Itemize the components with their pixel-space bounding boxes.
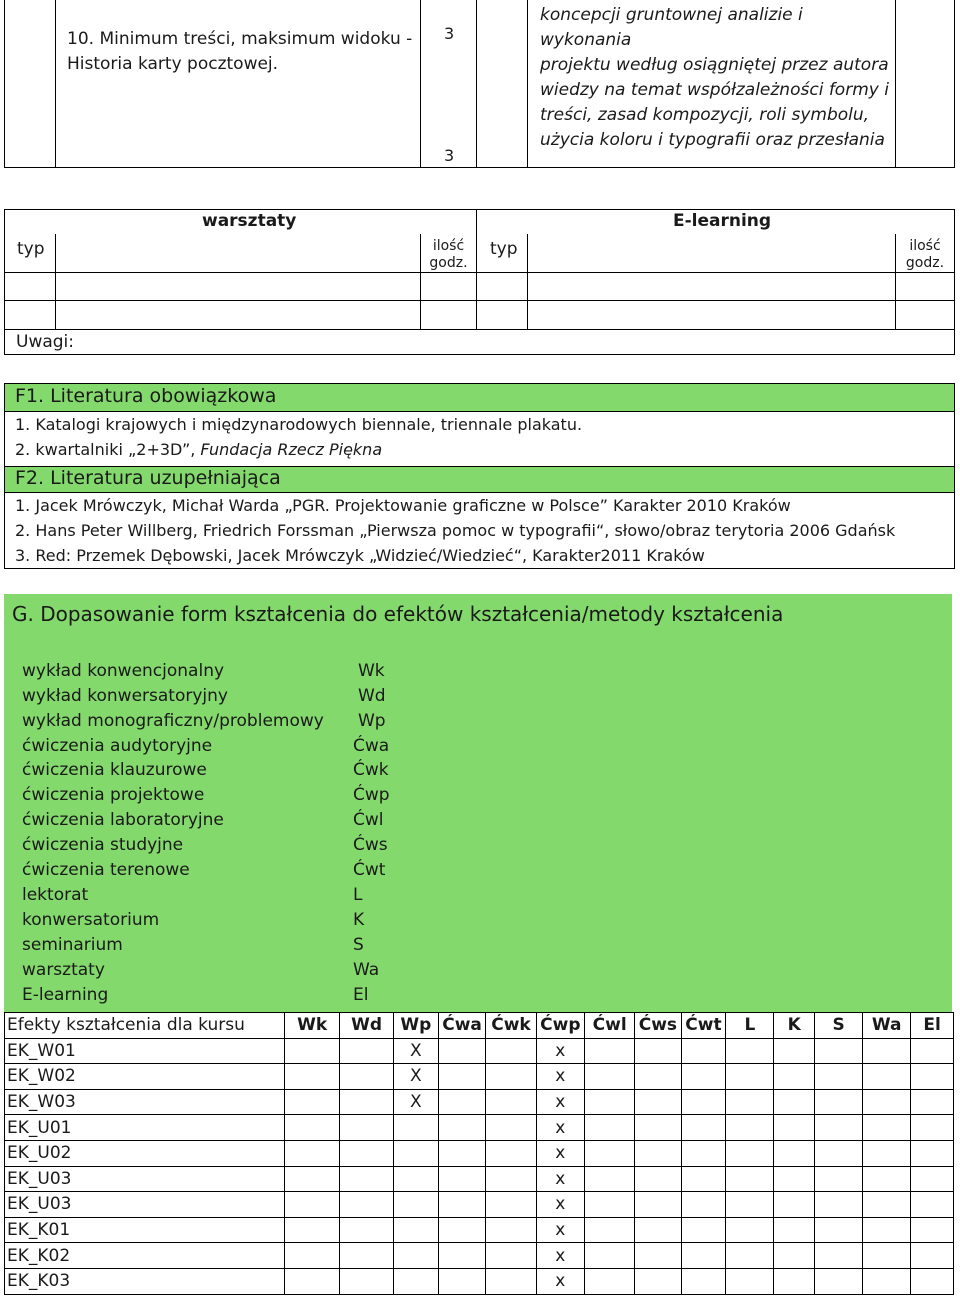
effect-mark-cell (635, 1217, 681, 1243)
effect-mark-cell (393, 1192, 438, 1218)
effect-mark-cell (635, 1243, 681, 1269)
effect-mark-cell (774, 1064, 815, 1090)
effect-mark-cell (284, 1268, 340, 1294)
effect-mark-cell (340, 1115, 393, 1141)
form-code: S (353, 935, 364, 955)
table-row (5, 1064, 954, 1090)
effect-mark-cell (911, 1115, 954, 1141)
effect-mark-cell: x (536, 1243, 584, 1269)
effect-mark-cell (486, 1268, 536, 1294)
effect-mark-cell (911, 1243, 954, 1269)
form-name: ćwiczenia laboratoryjne (22, 810, 224, 830)
effect-id: EK_W03 (5, 1089, 285, 1115)
effect-mark-cell (486, 1038, 536, 1064)
effect-mark-cell (911, 1089, 954, 1115)
effects-header-label: Efekty kształcenia dla kursu (5, 1013, 285, 1039)
effect-mark-cell (863, 1192, 911, 1218)
effect-mark-cell (726, 1038, 774, 1064)
form-name: ćwiczenia studyjne (22, 835, 184, 855)
effect-mark-cell (438, 1243, 486, 1269)
effect-mark-cell (681, 1192, 726, 1218)
form-code: Ćwp (353, 785, 390, 805)
effect-mark-cell (340, 1192, 393, 1218)
effect-mark-cell (774, 1217, 815, 1243)
effect-mark-cell (284, 1089, 340, 1115)
form-name: wykład monograficzny/problemowy (22, 711, 324, 731)
effect-mark-cell (681, 1089, 726, 1115)
elearning-header: E-learning (673, 211, 772, 231)
column-header: S (815, 1013, 863, 1039)
effect-id: EK_U02 (5, 1140, 285, 1166)
description-line: wykonania (540, 30, 632, 50)
effect-mark-cell (284, 1038, 340, 1064)
effect-mark-cell (340, 1140, 393, 1166)
effect-mark-cell (340, 1038, 393, 1064)
effect-mark-cell (681, 1166, 726, 1192)
form-code: K (353, 910, 365, 930)
effect-mark-cell (815, 1243, 863, 1269)
effect-mark-cell (438, 1166, 486, 1192)
effect-mark-cell (486, 1140, 536, 1166)
description-line: koncepcji gruntownej analizie i (540, 5, 803, 25)
effect-mark-cell (635, 1268, 681, 1294)
effect-mark-cell: x (536, 1038, 584, 1064)
table-row (5, 1217, 954, 1243)
effect-mark-cell (486, 1089, 536, 1115)
hours-value-a: 3 (444, 24, 455, 43)
form-code: Wp (358, 711, 386, 731)
effect-mark-cell (438, 1089, 486, 1115)
form-code: Ćwt (353, 860, 386, 880)
column-header: Wp (393, 1013, 438, 1039)
effect-mark-cell (486, 1115, 536, 1141)
column-header: K (774, 1013, 815, 1039)
effect-mark-cell (726, 1140, 774, 1166)
effects-table (4, 1012, 954, 1295)
effect-mark-cell (635, 1192, 681, 1218)
table-row (5, 1115, 954, 1141)
effect-mark-cell (438, 1192, 486, 1218)
section-g-heading: G. Dopasowanie form kształcenia do efektów kształcenia/metody kształcenia (12, 602, 784, 626)
effect-mark-cell (911, 1192, 954, 1218)
effect-mark-cell (681, 1217, 726, 1243)
effect-mark-cell (635, 1140, 681, 1166)
effect-mark-cell (585, 1243, 635, 1269)
effect-mark-cell (774, 1192, 815, 1218)
column-header: El (911, 1013, 954, 1039)
effect-mark-cell (284, 1192, 340, 1218)
effect-mark-cell (438, 1140, 486, 1166)
effect-mark-cell (284, 1140, 340, 1166)
effect-mark-cell (863, 1038, 911, 1064)
effect-mark-cell: x (536, 1192, 584, 1218)
effect-mark-cell (635, 1064, 681, 1090)
effect-mark-cell (340, 1268, 393, 1294)
description-line: użycia koloru i typografii oraz przesłania (540, 130, 885, 150)
effect-mark-cell (815, 1268, 863, 1294)
form-code: L (353, 885, 363, 905)
table-row (5, 1192, 954, 1218)
effect-mark-cell (681, 1115, 726, 1141)
effect-mark-cell (585, 1268, 635, 1294)
effect-mark-cell: X (393, 1038, 438, 1064)
supplementary-literature-item: 2. Hans Peter Willberg, Friedrich Forssman „Pierwsza pomoc w typografii“, słowo/obraz terytoria 2006 Gdańsk (15, 521, 896, 540)
form-name: ćwiczenia klauzurowe (22, 760, 207, 780)
effect-mark-cell (585, 1192, 635, 1218)
effect-mark-cell (815, 1089, 863, 1115)
effect-mark-cell (863, 1064, 911, 1090)
form-name: ćwiczenia audytoryjne (22, 736, 213, 756)
effect-id: EK_U01 (5, 1115, 285, 1141)
required-literature-item: 2. kwartalniki „2+3D”, Fundacja Rzecz Piękna (15, 440, 383, 459)
effect-id: EK_W01 (5, 1038, 285, 1064)
effect-mark-cell (863, 1140, 911, 1166)
type-label-elearning: typ (490, 239, 518, 259)
section-g-panel (4, 594, 952, 1012)
effect-mark-cell (340, 1089, 393, 1115)
effect-mark-cell (681, 1243, 726, 1269)
effect-mark-cell (863, 1243, 911, 1269)
effect-mark-cell (486, 1217, 536, 1243)
effect-mark-cell (815, 1192, 863, 1218)
column-header: Wd (340, 1013, 393, 1039)
effect-mark-cell (393, 1140, 438, 1166)
column-header: Ćwk (486, 1013, 536, 1039)
effect-mark-cell (635, 1089, 681, 1115)
effect-mark-cell (863, 1166, 911, 1192)
column-header: L (726, 1013, 774, 1039)
effect-mark-cell: X (393, 1064, 438, 1090)
effect-mark-cell (815, 1064, 863, 1090)
effect-mark-cell (774, 1140, 815, 1166)
effect-mark-cell (340, 1243, 393, 1269)
effect-mark-cell (585, 1038, 635, 1064)
effect-mark-cell (585, 1166, 635, 1192)
effect-mark-cell (815, 1166, 863, 1192)
form-code: Ćwl (353, 810, 384, 830)
effect-mark-cell: x (536, 1217, 584, 1243)
form-code: Wd (358, 686, 386, 706)
table-row (5, 1140, 954, 1166)
effect-mark-cell (726, 1268, 774, 1294)
form-code: El (353, 985, 369, 1005)
effect-mark-cell (815, 1140, 863, 1166)
effect-mark-cell (774, 1089, 815, 1115)
column-header: Ćwp (536, 1013, 584, 1039)
effect-id: EK_K01 (5, 1217, 285, 1243)
effect-mark-cell (585, 1115, 635, 1141)
effect-id: EK_W02 (5, 1064, 285, 1090)
table-row (5, 1243, 954, 1269)
effects-header-row (5, 1013, 954, 1039)
required-literature-item: 1. Katalogi krajowych i międzynarodowych biennale, triennale plakatu. (15, 415, 583, 434)
effect-mark-cell (486, 1243, 536, 1269)
effect-mark-cell (438, 1268, 486, 1294)
effect-mark-cell (585, 1140, 635, 1166)
effect-mark-cell: x (536, 1140, 584, 1166)
effect-mark-cell (393, 1268, 438, 1294)
table-row (5, 1038, 954, 1064)
type-label-workshops: typ (17, 239, 45, 259)
form-name: ćwiczenia terenowe (22, 860, 190, 880)
effect-mark-cell (340, 1064, 393, 1090)
effect-mark-cell (438, 1038, 486, 1064)
effect-mark-cell: x (536, 1268, 584, 1294)
effect-id: EK_K03 (5, 1268, 285, 1294)
effect-mark-cell (284, 1115, 340, 1141)
form-code: Ćwa (353, 736, 390, 756)
effect-mark-cell (774, 1038, 815, 1064)
effect-mark-cell (774, 1268, 815, 1294)
effect-mark-cell (284, 1243, 340, 1269)
effect-mark-cell (726, 1243, 774, 1269)
effect-mark-cell (815, 1115, 863, 1141)
effect-mark-cell (486, 1166, 536, 1192)
effect-mark-cell (911, 1166, 954, 1192)
effect-mark-cell (585, 1064, 635, 1090)
description-line: projektu według osiągniętej przez autora (540, 55, 889, 75)
effect-mark-cell (438, 1115, 486, 1141)
effect-mark-cell: x (536, 1166, 584, 1192)
effect-mark-cell (635, 1115, 681, 1141)
effect-id: EK_U03 (5, 1192, 285, 1218)
effect-mark-cell (681, 1268, 726, 1294)
effect-mark-cell (393, 1115, 438, 1141)
effect-mark-cell (774, 1243, 815, 1269)
effect-mark-cell (911, 1038, 954, 1064)
effect-mark-cell (774, 1115, 815, 1141)
form-code: Wk (358, 661, 385, 681)
effect-mark-cell (911, 1140, 954, 1166)
effect-mark-cell (340, 1166, 393, 1192)
effect-mark-cell (911, 1217, 954, 1243)
effect-mark-cell (393, 1166, 438, 1192)
table-row (5, 1089, 954, 1115)
column-header: Ćwl (585, 1013, 635, 1039)
effect-mark-cell: X (393, 1089, 438, 1115)
form-code: Ćws (353, 835, 388, 855)
effect-mark-cell (284, 1217, 340, 1243)
form-name: E-learning (22, 985, 109, 1005)
hours-value-b: 3 (444, 146, 455, 165)
effect-mark-cell (863, 1268, 911, 1294)
effect-mark-cell (726, 1166, 774, 1192)
effect-mark-cell (635, 1166, 681, 1192)
effect-mark-cell (911, 1064, 954, 1090)
hours-label-elearning: ilość godz. (905, 238, 945, 271)
effect-mark-cell (863, 1115, 911, 1141)
effect-mark-cell: x (536, 1064, 584, 1090)
effect-mark-cell (726, 1064, 774, 1090)
effect-mark-cell (585, 1089, 635, 1115)
column-header: Ćws (635, 1013, 681, 1039)
topic-line-2: Historia karty pocztowej. (67, 54, 279, 74)
effect-mark-cell (635, 1038, 681, 1064)
form-name: ćwiczenia projektowe (22, 785, 205, 805)
required-literature-heading: F1. Literatura obowiązkowa (15, 385, 277, 407)
notes-label: Uwagi: (16, 332, 75, 352)
effect-mark-cell (284, 1166, 340, 1192)
effect-mark-cell (863, 1089, 911, 1115)
effect-mark-cell (393, 1243, 438, 1269)
form-code: Wa (353, 960, 380, 980)
effect-mark-cell (681, 1038, 726, 1064)
topic-line-1: 10. Minimum treści, maksimum widoku - (67, 29, 413, 49)
form-name: wykład konwersatoryjny (22, 686, 228, 706)
effect-mark-cell: x (536, 1089, 584, 1115)
effect-mark-cell (726, 1217, 774, 1243)
effect-mark-cell (726, 1089, 774, 1115)
effect-mark-cell (438, 1217, 486, 1243)
effect-mark-cell (486, 1192, 536, 1218)
effect-mark-cell (774, 1166, 815, 1192)
effect-mark-cell (284, 1064, 340, 1090)
effect-mark-cell (393, 1217, 438, 1243)
effect-id: EK_U03 (5, 1166, 285, 1192)
column-header: Wa (863, 1013, 911, 1039)
workshops-header: warsztaty (202, 211, 297, 231)
effect-mark-cell (726, 1192, 774, 1218)
effect-mark-cell (815, 1038, 863, 1064)
form-name: lektorat (22, 885, 89, 905)
effect-mark-cell (681, 1064, 726, 1090)
effect-id: EK_K02 (5, 1243, 285, 1269)
effect-mark-cell (911, 1268, 954, 1294)
hours-label-workshops: ilość godz. (429, 238, 468, 271)
table-row (5, 1166, 954, 1192)
form-name: konwersatorium (22, 910, 160, 930)
form-code: Ćwk (353, 760, 389, 780)
effect-mark-cell (815, 1217, 863, 1243)
supplementary-literature-item: 1. Jacek Mrówczyk, Michał Warda „PGR. Projektowanie graficzne w Polsce” Karakter 2010 Kraków (15, 496, 791, 515)
column-header: Ćwa (438, 1013, 486, 1039)
column-header: Wk (284, 1013, 340, 1039)
supplementary-literature-heading: F2. Literatura uzupełniająca (15, 467, 281, 489)
effect-mark-cell (726, 1115, 774, 1141)
description-line: wiedzy na temat współzależności formy i (540, 80, 889, 100)
effect-mark-cell (585, 1217, 635, 1243)
column-header: Ćwt (681, 1013, 726, 1039)
effect-mark-cell (681, 1140, 726, 1166)
effect-mark-cell (863, 1217, 911, 1243)
form-name: wykład konwencjonalny (22, 661, 225, 681)
form-name: warsztaty (22, 960, 105, 980)
effect-mark-cell (438, 1064, 486, 1090)
effect-mark-cell (340, 1217, 393, 1243)
form-name: seminarium (22, 935, 123, 955)
effects-body (5, 1038, 954, 1294)
supplementary-literature-item: 3. Red: Przemek Dębowski, Jacek Mrówczyk „Widzieć/Wiedzieć“, Karakter2011 Kraków (15, 546, 705, 565)
effect-mark-cell: x (536, 1115, 584, 1141)
effect-mark-cell (486, 1064, 536, 1090)
table-row (5, 1268, 954, 1294)
description-line: treści, zasad kompozycji, roli symbolu, (540, 105, 870, 125)
